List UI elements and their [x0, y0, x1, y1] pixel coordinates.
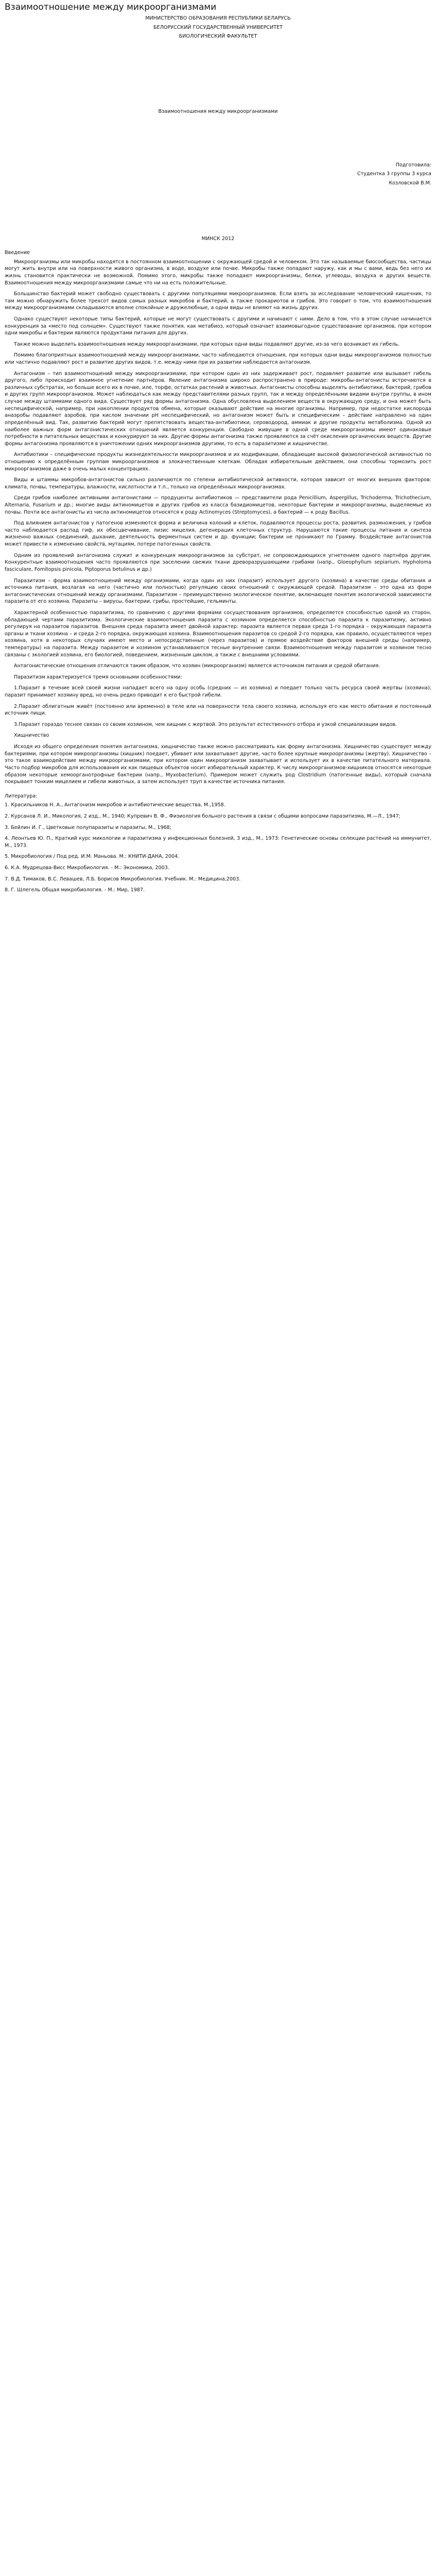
- body-paragraph: Виды и штаммы микробов-антагонистов сильно различаются по степени антибиотической активности, которая зависит от многих внешних факторов: климата, почвы, температуры, влажности, кислотности и т.п., только на определённых микроорганизмах.: [5, 477, 431, 490]
- document-title: Взаимоотношение между микроорганизмами: [5, 2, 217, 12]
- reference-item: 1. Красильников Н. А., Антагонизм микробов и антибиотические вещества, М.,1958.: [5, 802, 225, 808]
- references-heading: Литература:: [5, 793, 38, 799]
- body-paragraph: Паразитизм характеризуется тремя основными особенностями:: [14, 674, 182, 680]
- body-paragraph: 2.Паразит облигатным живёт (постоянно или временно) в теле или на поверхности тела своего хозяина, используя его как место обитания и постоянный источник пищи.: [5, 703, 431, 717]
- body-paragraph: Характерной особенностью паразитизма, по сравнению с другими формами сосуществования организмов, определяется способностью одной из сторон, обладающей чертами паразитизма. Экологические взаимоотношения паразита с хозяином определяется способностью паразита к паразитизму, активно регулируя на паразитов паразитов. Внешняя среда паразита имеет двойной характер: паразита является первая среда 1-го порядка – окружающая паразита органы и ткани хозяина – и среда 2-го порядка, окружающая хозяина. Взаимоотношения паразитов со средой 2-го порядка, как правило, осуществляются через хозяина, хотя в некоторых случаях имеют место и непосредственные (через паразитов) и прямое воздействие факторов внешней среды (например, температуры) на паразита. Между паразитом и хозяином устанавливаются тесные внутренние связи. Взаимоотношения между паразитом и хозяином тесно связаны с экологией хозяина, его биологией, поведением, жизненным циклом, а также с внешними условиями.: [5, 609, 431, 658]
- author-name: Козловской В.М.: [389, 180, 431, 186]
- student-line: Студентка 3 группы 3 курса: [357, 171, 431, 177]
- body-paragraph: Антибиотики – специфические продукты жизнедеятельности микроорганизмов и их модификации, обладающие высокой физиологической активностью по отношению к определённым группам микроорганизмов и злокачественным клеткам. Обладая избирательным действием, они способны тормозить рост микроорганизмов даже в очень малых концентрациях.: [5, 452, 431, 472]
- body-paragraph: Большинство бактерий может свободно существовать с другими популяциями микроорганизмов. Если взять за исследование человеческий кишечник, то там можно обнаружить более трехсот видов самых разных микробов и бактерий, а также прокариотов и грибов. Это говорит о том, что взаимоотношения между микроорганизмами складываются вполне спокойные и дружелюбные, а одни виды не влияют на жизнь других.: [5, 291, 431, 311]
- body-paragraph: Хищничество: [14, 733, 49, 739]
- body-paragraph: Однако существуют некоторые типы бактерий, которые не могут существовать с другими и начинают с ними. Дело в том, что в этом случае начинается конкуренция за «место под солнцем». Существуют также понятия, как метабиоз, который означает взаимовыгодное существование организмов, при котором одни микробы и бактерии являются продуктами питания для других.: [5, 316, 431, 336]
- spacer: [5, 115, 431, 162]
- body-paragraph: Среди грибов наиболее активными антагонистами — продуценты антибиотиков — представители рода Penicillium, Aspergillus, Trichoderma, Trichothecium, Alternaria, Fusarium и др.; многие виды актиномицетов и других грибов из класса базидиомицетов, некоторые бактерии и микроорганизмы, выделяемые из почвы. Почти все антагонисты из числа актиномицетов относятся к роду Actinomyces (Streptomyces), а бактерий — к роду Bacillus.: [5, 495, 431, 515]
- reference-item: 3. Бейлин И. Г., Цветковые полупаразиты и паразиты, М., 1968;: [5, 824, 172, 831]
- university-line: БЕЛОРУССКИЙ ГОСУДАРСТВЕННЫЙ УНИВЕРСИТЕТ: [153, 24, 283, 30]
- faculty-line: БИОЛОГИЧЕСКИЙ ФАКУЛЬТЕТ: [179, 33, 257, 40]
- body-paragraph: Паразитизм – форма взаимоотношений между организмами, когда один из них (паразит) использует другого (хозяина) в качестве среды обитания и источника питания, возлагая на него (частично или полностью) регуляцию своих отношений с окружающей средой. Паразитизм – это одна из форм антагонистических отношений между организмами. Паразитизм – преимущественно экологическое понятие, включающее понятия экологической зависимости паразита от его хозяина. Паразиты – вирусы, бактерии, грибы, простейшие, гельминты.: [5, 578, 431, 605]
- intro-body: [5, 259, 431, 786]
- spacer: [5, 189, 431, 235]
- body-paragraph: Исходя из общего определения понятия антагонизма, хищничество также можно рассматривать как форму антагонизма. Хищничество существует между бактериями, при котором микроорганизмы (хищник) поедает, убивает или захватывает другие, часто более крупные микроорганизмы (жертву). Хищничество – это такое взаимодействие между микроорганизмами, при котором один микроорганизм захватывает и использует их в качестве питательного материала. Часто подбор микробов для использования их как пищевых объектов носит избирательный характер. К числу микроорганизмов-хищников относятся некоторые образом некоторые хемоорганотрофные бактерии (напр., Myxobacterium). Примером может служить род Clostridium (патогенные виды), который сначала покрывает тонким мицелием и гибели животных, а затем использует труп в качестве источника питания.: [5, 744, 431, 785]
- spacer: [5, 42, 431, 108]
- reference-item: 6. К.А. Мудрецова-Висс Микробиология. - М.: Экономика, 2003.: [5, 865, 169, 871]
- reference-item: 4. Леонтьев Ю. П., Краткий курс микологии и паразитизма у инфекционных болезней, 3 изд., М., 1973: Генетические основы селекции растений на иммунитет, М., 1973.: [5, 836, 431, 849]
- document-page: [0, 0, 436, 903]
- reference-item: 7. В.Д. Тимаков, В.С. Левашев, Л.Б. Борисов Микробиология. Учебник. М.: Медицина,2003.: [5, 876, 241, 882]
- body-paragraph: Микроорганизмы или микробы находятся в постоянном взаимоотношении с окружающей средой и человеком. Это так называемые биосообщества, частицы могут жить внутри или на поверхности живого организма, в воде, воздухе или почве. Микробы также попадают наружу, как и мы с вами, ведь без него их жизнь становится практически не возможной. Помимо этого, микробы также попадают микроорганизмы, белки, углеводы, воздуха и других веществ. Взаимоотношения между микроорганизмами самые что ни на есть положительные.: [5, 259, 431, 286]
- body-paragraph: 3.Паразит гораздо теснее связан со своим хозяином, чем хищник с жертвой. Это результат естественного отбора и узкой специализации видов.: [14, 721, 397, 727]
- body-paragraph: Антагонизм – тип взаимоотношений между микроорганизмами, при котором один из них задерживает рост, подавляет развитие или вызывает гибель другого, либо происходит взаимное угнетение партнёров. Явление антагонизма широко распространено в природе: микробы-антагонисты встречаются в различных субстратах, но больше всего их в почве, иле, торфе, остатках растений и животных. Антагонисты способны выделять антибиотики, бактерий, грибов и других групп микроорганизмов. Может наблюдаться как между представителями разных групп, так и между определёнными видами внутри группы, в ином случае между штаммами одного вида. Существует ряд формы антагонизма. Одна обусловлена выделением веществ в окружающую среду, и она может быть неспецифической, например, при накоплении продуктов обмена, которые оказывают действие на многие организмы. Например, при недостатке кислорода анаэробы подавляют аэробов, при кислом значении pH неспецифический, но антагонизм может быть и специфическим – действие направлено на один определённый вид. Так, развитию бактерий могут препятствовать вещества-антибиотики, сероводород, аммиак и другие продукты метаболизма. Одной из наиболее важных форм антагонистических отношений является конкуренция. Свободно живущие в одной среде микроорганизмы имеют одинаковые потребности в питательных веществах и конкурируют за них. Другие формы антагонизма также проявляются за счёт окисления органических веществ. Другие формы антагонизма проявляются в уничтожении одних микроорганизмов другими, то есть в паразитизме и хищничестве.: [5, 370, 431, 447]
- body-paragraph: Помимо благоприятных взаимоотношений между микроорганизмами, часто наблюдаются отношения, при которых одни виды микроорганизмов полностью или частично подавляют рост и развитие других видов, т.е. между ними при их развитии наблюдается антагонизм.: [5, 352, 431, 366]
- body-paragraph: Одним из проявлений антагонизма служит и конкуренция микроорганизмов за субстрат, не сопровождающихся угнетением одного партнёра другим. Конкурентные взаимоотношения часто проявляются при заселении свежих ткани древоразрушающими грибами (напр., Gloeophyllum sepiarium, Hypholoma fasciculare, Fomitopsis pinicola, Piptoporus betulinus и др.): [5, 552, 431, 572]
- body-paragraph: Под влиянием антагонистов у патогенов изменяются форма и величина колоний и клеток, подавляются процессы роста, развития, размножения, у грибов часто наблюдается распад гиф, их обесцвечивание, лизис мицелия, дегенерация клеточных структур. Нарушаются такие процессы питания и синтеза жизненно важных соединений, дыхание, деятельность ферментных систем и др. функции; бактерии не проникают по Грамму. Воздействие антагонистов может привести к изменению свойств, мутациям, потере патогенных свойств.: [5, 520, 431, 548]
- reference-item: 8. Г. Шлегель Общая микробиология. - М.: Мир, 1987.: [5, 887, 145, 893]
- references-list: [5, 802, 431, 893]
- prepared-label: Подготовила:: [395, 162, 431, 168]
- intro-heading: Введение: [5, 250, 30, 256]
- reference-item: 2. Курсанов Л. И., Микология, 2 изд., М., 1940; Купревич В. Ф., Физиология больного растения в связи с общими вопросами паразитизма, М.—Л., 1947;: [5, 813, 400, 819]
- city-year: МИНСК 2012: [201, 235, 235, 242]
- ministry-line: МИНИСТЕРСТВО ОБРАЗОВАНИЯ РЕСПУБЛИКИ БЕЛАРУСЬ: [145, 15, 291, 22]
- body-paragraph: Также можно выделить взаимоотношения между микроорганизмами, при которых одни виды подавляют другие, из-за чего возникает их гибель.: [14, 341, 400, 347]
- essay-topic: Взаимоотношения между микроорганизмами: [158, 109, 278, 115]
- body-paragraph: 1.Паразит в течение всей своей жизни нападает всего на одну особь (средних — из хозяина) и поедает только часть ресурса своей жертвы (хозяина); паразит принимает хозяину вред, но очень редко приводит к его быстрой гибели.: [5, 685, 431, 699]
- body-paragraph: Антагонистические отношения отличаются таким образом, что хозяин (микроорганизм) является источником питания и средой обитания.: [14, 663, 380, 669]
- reference-item: 5. Микробиология / Под ред. И.М. Маньова. М.: КНИТИ-ДАНА, 2004.: [5, 854, 180, 860]
